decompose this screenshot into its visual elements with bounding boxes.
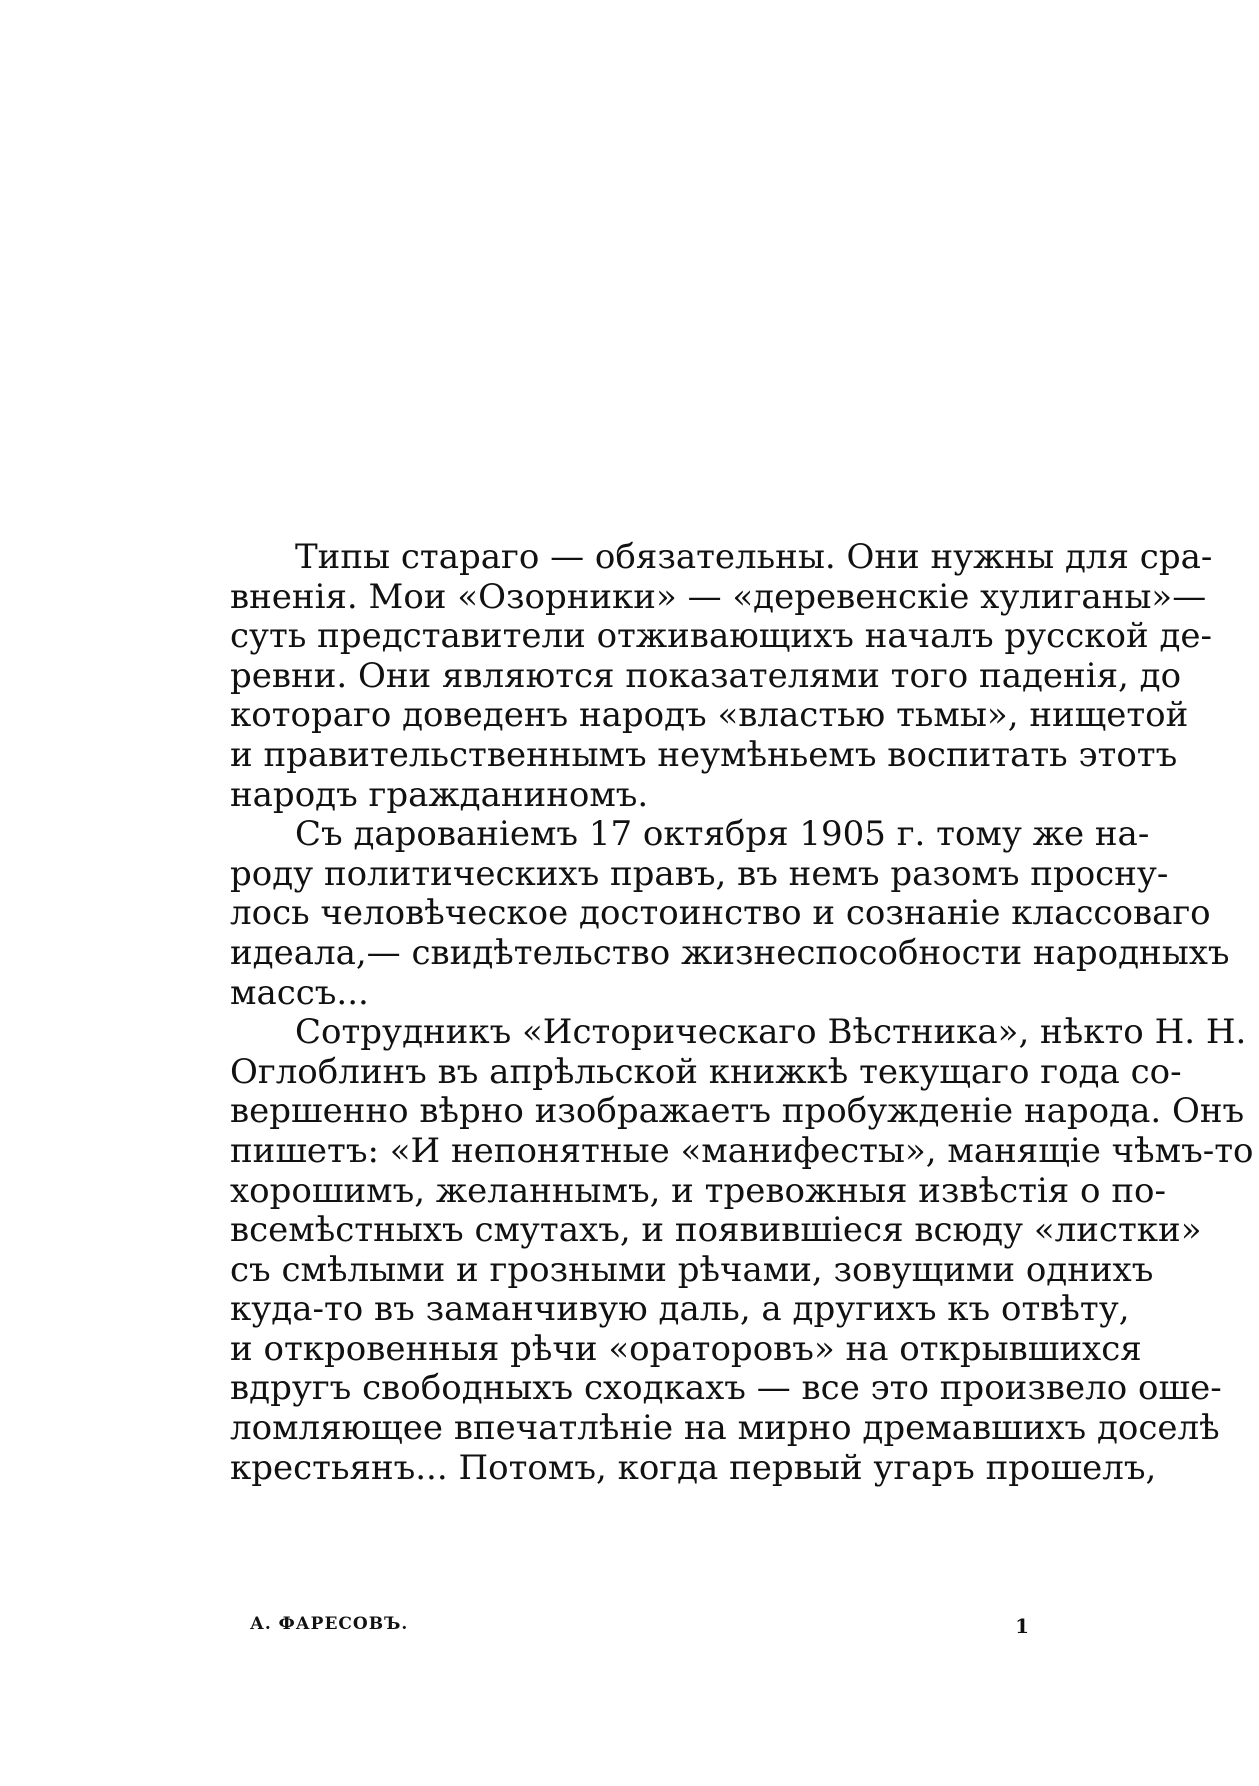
paragraph-3-line-11: ломляющее впечатлѣніе на мирно дремавшихъ доселѣ <box>230 1408 1220 1449</box>
paragraph-1-line-3: суть представители отживающихъ началъ русской де- <box>230 616 1212 657</box>
paragraph-1-line-5: котораго доведенъ народъ «властью тьмы», нищетой <box>230 695 1189 736</box>
paragraph-1-line-7: народъ гражданиномъ. <box>230 774 649 815</box>
paragraph-2-line-3: лось человѣческое достоинство и сознаніе классоваго <box>230 893 1211 934</box>
paragraph-3-line-5: хорошимъ, желаннымъ, и тревожныя извѣстія о по- <box>230 1170 1166 1211</box>
paragraph-2-line-2: роду политическихъ правъ, въ немъ разомъ просну- <box>230 853 1169 894</box>
paragraph-2-line-4: идеала,— свидѣтельство жизнеспособности народныхъ <box>230 932 1230 973</box>
paragraph-1-line-2: вненія. Мои «Озорники» — «деревенскіе хулиганы»— <box>230 576 1207 617</box>
paragraph-1-line-4: ревни. Они являются показателями того паденія, до <box>230 655 1182 696</box>
author-signature: А. ФАРЕСОВЪ. <box>250 1614 409 1634</box>
paragraph-3-line-1: Сотрудникъ «Историческаго Вѣстника», нѣкто Н. Н. <box>295 1012 1247 1053</box>
paragraph-3-line-2: Оглоблинъ въ апрѣльской книжкѣ текущаго года со- <box>230 1051 1182 1092</box>
body-text <box>230 537 1254 1488</box>
page-footer <box>250 1614 1030 1638</box>
paragraph-2-line-1: Съ дарованіемъ 17 октября 1905 г. тому же на- <box>295 814 1150 855</box>
paragraph-3-line-10: вдругъ свободныхъ сходкахъ — все это произвело оше- <box>230 1368 1222 1409</box>
paragraph-2-line-5: массъ... <box>230 972 369 1013</box>
paragraph-3-line-7: съ смѣлыми и грозными рѣчами, зовущими однихъ <box>230 1249 1154 1290</box>
paragraph-3-line-8: куда-то въ заманчивую даль, а другихъ къ отвѣту, <box>230 1289 1130 1330</box>
paragraph-3-line-3: вершенно вѣрно изображаетъ пробужденіе народа. Онъ <box>230 1091 1245 1132</box>
paragraph-3-line-12: крестьянъ... Потомъ, когда первый угаръ прошелъ, <box>230 1447 1157 1488</box>
paragraph-1-line-1: Типы стараго — обязательны. Они нужны для сра- <box>295 537 1213 577</box>
page-number: 1 <box>1015 1614 1030 1638</box>
paragraph-3-line-9: и откровенныя рѣчи «ораторовъ» на открывшихся <box>230 1328 1142 1369</box>
paragraph-3-line-4: пишетъ: «И непонятные «манифесты», манящіе чѣмъ-то <box>230 1130 1254 1171</box>
paragraph-3-line-6: всемѣстныхъ смутахъ, и появившіеся всюду «листки» <box>230 1210 1202 1251</box>
paragraph-1-line-6: и правительственнымъ неумѣньемъ воспитать этотъ <box>230 734 1178 775</box>
